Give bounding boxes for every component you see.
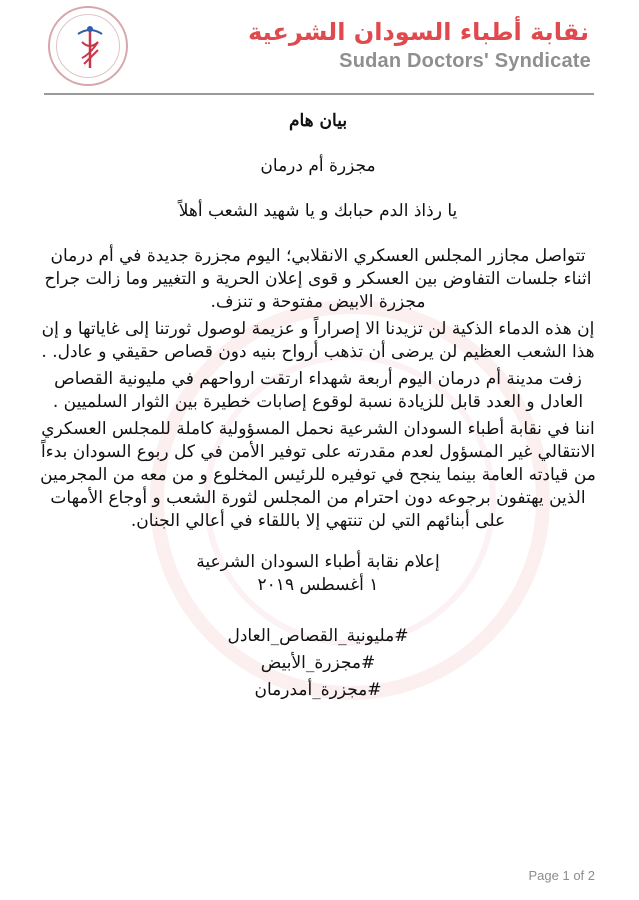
signature-date: ١ أغسطس ٢٠١٩ <box>257 575 379 595</box>
statement-body <box>40 100 596 704</box>
letterhead <box>0 0 639 100</box>
statement-subtitle: مجزرة أم درمان <box>260 156 376 176</box>
hashtag: #مليونية_القصاص_العادل <box>227 626 409 646</box>
org-name-arabic: نقابة أطباء السودان الشرعية <box>248 18 589 46</box>
paragraph: زفت مدينة أم درمان اليوم أربعة شهداء ارتقت ارواحهم في مليونية القصاص العادل و العدد قابل للزيادة نسبة لوقوع إصابات خطيرة بين الثوار السلميين . <box>52 369 584 412</box>
hashtag: #مجزرة_الأبيض <box>260 653 376 673</box>
statement-paragraphs <box>40 245 596 533</box>
header-divider <box>44 93 594 95</box>
paragraph: اننا في نقابة أطباء السودان الشرعية نحمل المسؤولية كاملة للمجلس العسكري الانتقالي غير المسؤول لعدم مقدرته على توفير الأمن في كل ربوع السودان بدءاً من قيادته العامة بينما ينجح في توفيره للرئيس المخلوع و من معه من المجرمين الذين يهتفون برجوعه دون احترام من المجلس لثورة الشعب و أوجاع الأمهات على أبنائهم التي لن تنتهي إلا باللقاء في أعالي الجنان. <box>40 419 596 531</box>
hashtag: #مجزرة_أمدرمان <box>254 680 382 700</box>
signature-block <box>40 551 596 597</box>
hashtag-list <box>40 623 596 704</box>
org-name-english: Sudan Doctors' Syndicate <box>339 50 591 72</box>
paragraph: تتواصل مجازر المجلس العسكري الانقلابي؛ اليوم مجزرة جديدة في أم درمان اثناء جلسات التفاوض بين العسكر و قوى إعلان الحرية و التغيير وما زالت جراح مجزرة الابيض مفتوحة و تنزف. <box>44 246 592 312</box>
syndicate-logo <box>48 6 128 86</box>
statement-heading: بيان هام <box>288 111 348 131</box>
signature-org: إعلام نقابة أطباء السودان الشرعية <box>196 552 440 572</box>
paragraph: إن هذه الدماء الذكية لن تزيدنا الا إصراراً و عزيمة لوصول ثورتنا إلى غاياتها و إن هذا الشعب العظيم لن يرضى أن تذهب أرواح بنيه دون قصاص حقيقي و عادل. . <box>41 319 595 362</box>
caduceus-icon <box>70 24 110 72</box>
statement-greeting: يا رذاذ الدم حبابك و يا شهيد الشعب أهلاً <box>178 201 458 221</box>
page-number: Page 1 of 2 <box>528 868 595 883</box>
